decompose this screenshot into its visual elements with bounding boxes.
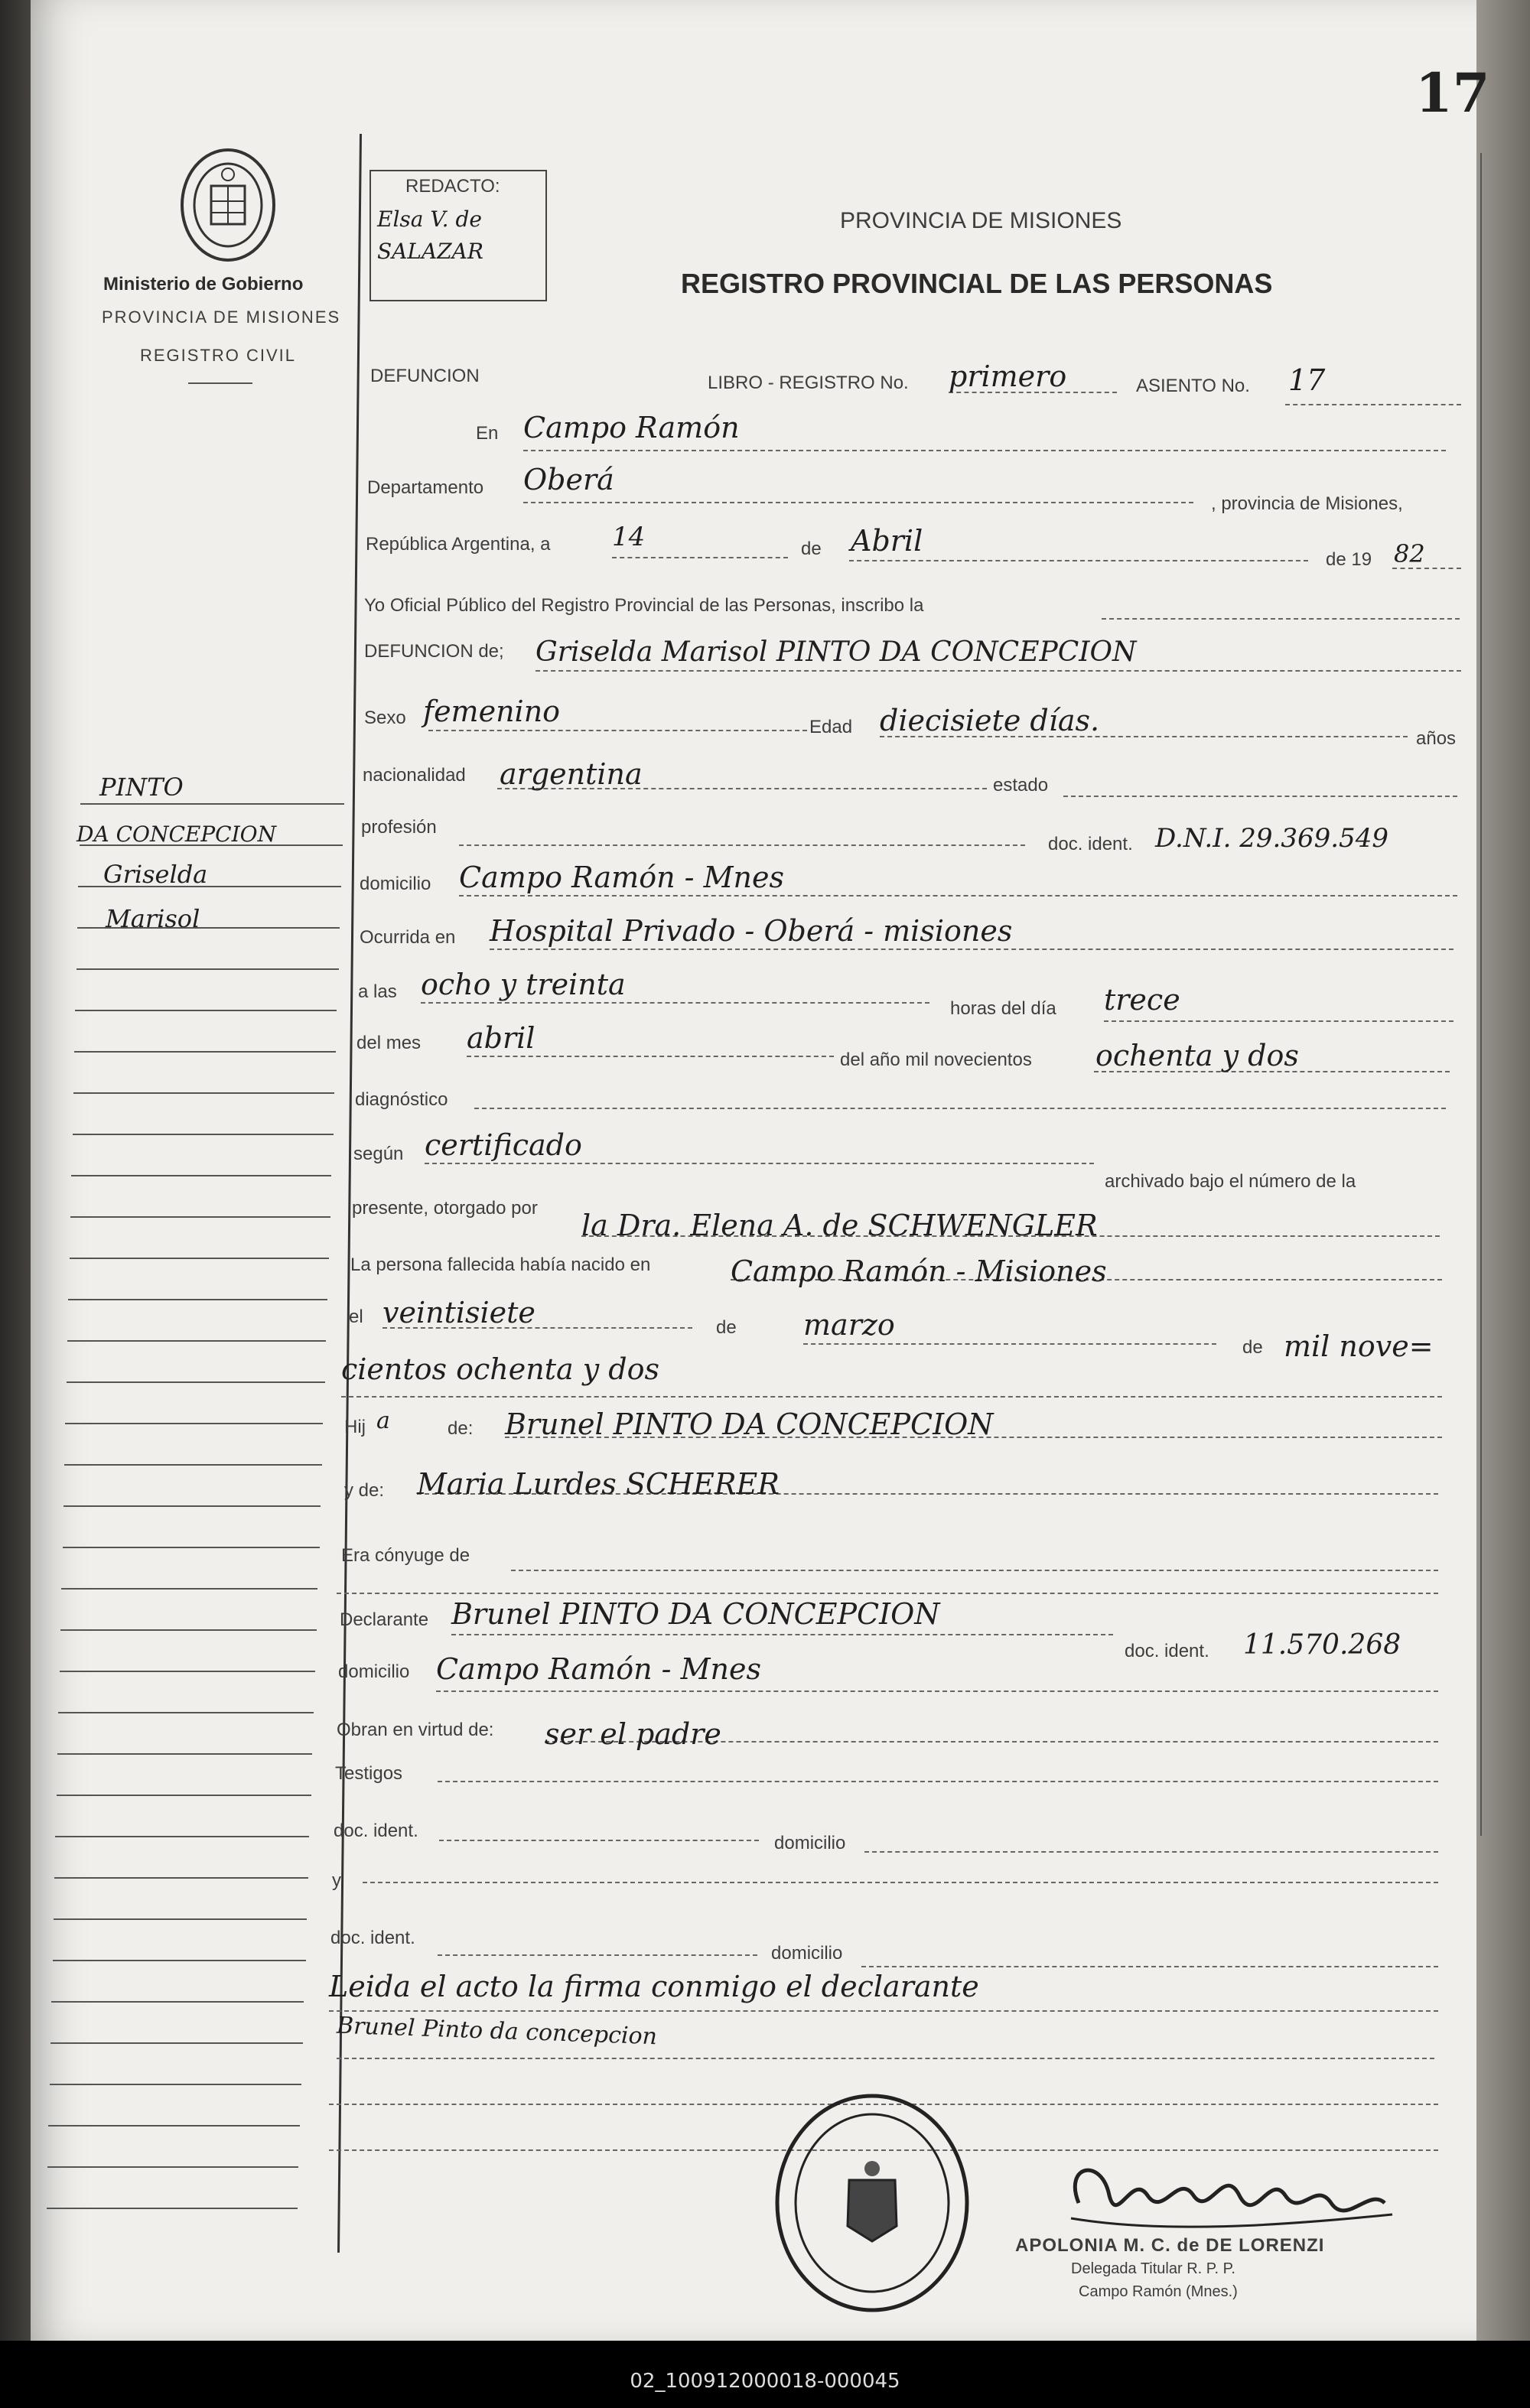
hij-suffix: a <box>376 1407 390 1434</box>
page-edge <box>1476 0 1530 2341</box>
margin-ruled-line <box>77 927 340 929</box>
horas-label: horas del día <box>950 998 1056 1019</box>
margin-ruled-line <box>50 2042 303 2044</box>
yde-value: Maria Lurdes SCHERER <box>417 1467 780 1501</box>
margin-ruled-line <box>51 2001 304 2003</box>
official-name: APOLONIA M. C. de DE LORENZI <box>1015 2235 1325 2256</box>
redacto-label: REDACTO: <box>405 176 500 197</box>
fill-in-line <box>1063 796 1457 797</box>
yo-oficial-label: Yo Oficial Público del Registro Provincial de las Personas, inscribo la <box>364 595 924 616</box>
presente-value: la Dra. Elena A. de SCHWENGLER <box>581 1209 1098 1242</box>
fill-in-line <box>421 1002 929 1004</box>
domicilio2-label: domicilio <box>338 1661 410 1682</box>
official-signature <box>1048 2149 1408 2249</box>
fill-in-line <box>1285 404 1461 405</box>
de3-value: mil nove= <box>1284 1329 1434 1363</box>
horas-value: trece <box>1104 983 1180 1017</box>
fill-in-line <box>490 949 1454 950</box>
profesion-label: profesión <box>361 817 437 838</box>
registry-stamp <box>765 2088 979 2318</box>
fill-in-line <box>341 1396 1442 1398</box>
fill-in-line <box>451 1634 1113 1635</box>
el-label: el <box>349 1307 363 1327</box>
fill-in-line <box>329 2010 1438 2012</box>
anio-value: 82 <box>1394 539 1425 568</box>
testigos-label: Testigos <box>335 1763 403 1784</box>
doc-ident-value: D.N.I. 29.369.549 <box>1155 823 1388 854</box>
page-number: 17 <box>1415 61 1490 125</box>
delmes-value: abril <box>467 1021 536 1055</box>
margin-name-3: Griselda <box>103 860 208 889</box>
nacido-value: Campo Ramón - Misiones <box>731 1254 1107 1288</box>
fill-in-line <box>523 502 1193 503</box>
defuncion-de-label: DEFUNCION de; <box>364 641 504 662</box>
defuncion-de-value: Griselda Marisol PINTO DA CONCEPCION <box>536 636 1137 668</box>
margin-ruled-line <box>70 1258 329 1259</box>
coat-of-arms-seal <box>174 144 282 266</box>
de19-label: de 19 <box>1326 549 1372 570</box>
margin-name-1: PINTO <box>99 773 184 802</box>
margin-ruled-line <box>57 1795 311 1796</box>
hij-label: Hij <box>344 1417 366 1437</box>
departamento-value: Oberá <box>523 463 614 496</box>
obran-value: ser el padre <box>545 1717 721 1751</box>
fill-in-line <box>511 1570 1438 1571</box>
en-value: Campo Ramón <box>523 411 740 444</box>
official-title: Delegada Titular R. P. P. <box>1071 2260 1235 2277</box>
alas-value: ocho y treinta <box>421 968 626 1001</box>
ocurrida-value: Hospital Privado - Oberá - misiones <box>490 914 1013 948</box>
margin-ruled-line <box>70 1216 330 1218</box>
margin-ruled-line <box>67 1381 325 1383</box>
margin-ruled-line <box>57 1753 312 1755</box>
republica-label: República Argentina, a <box>366 534 551 555</box>
ocurrida-label: Ocurrida en <box>360 927 456 948</box>
leida-value: Leida el acto la firma conmigo el declarante <box>329 1970 979 2003</box>
de3-label: de <box>1242 1337 1263 1358</box>
fill-in-line <box>474 1108 1446 1109</box>
asiento-label: ASIENTO No. <box>1136 376 1250 396</box>
delano-value: ochenta y dos <box>1095 1039 1299 1072</box>
ministry-province: PROVINCIA DE MISIONES <box>102 308 341 327</box>
delano-label: del año mil novecientos <box>840 1049 1032 1070</box>
el-value: veintisiete <box>382 1296 536 1329</box>
fill-in-line <box>536 670 1461 672</box>
margin-ruled-line <box>73 1134 334 1135</box>
margin-ruled-line <box>55 1836 309 1837</box>
fill-in-line <box>459 895 1457 896</box>
fill-in-line <box>1102 618 1460 620</box>
nacionalidad-value: argentina <box>500 757 643 791</box>
segun-value: certificado <box>425 1128 582 1162</box>
margin-ruled-line <box>54 1918 307 1920</box>
redacto-line1: Elsa V. de <box>377 207 482 232</box>
margin-name-2: DA CONCEPCION <box>76 822 277 847</box>
conyuge-label: Era cónyuge de <box>341 1545 470 1566</box>
margin-ruled-line <box>47 2208 298 2209</box>
sexo-label: Sexo <box>364 708 406 728</box>
fill-in-line <box>849 560 1308 561</box>
official-place: Campo Ramón (Mnes.) <box>1079 2283 1238 2300</box>
de2-label: de <box>716 1317 737 1338</box>
margin-ruled-line <box>76 968 339 970</box>
y-label: y <box>332 1870 341 1891</box>
margin-ruled-line <box>54 1877 308 1879</box>
margin-ruled-line <box>80 803 344 805</box>
sexo-value: femenino <box>423 695 561 728</box>
fill-in-line <box>428 730 807 731</box>
margin-ruled-line <box>61 1588 317 1590</box>
fill-in-line <box>523 450 1446 451</box>
margin-ruled-line <box>67 1340 326 1342</box>
fill-in-line <box>438 1781 1438 1782</box>
domicilio-value: Campo Ramón - Mnes <box>459 861 784 894</box>
fill-in-line <box>861 1966 1438 1967</box>
declarant-signature: Brunel Pinto da concepcion <box>336 2012 658 2051</box>
redacto-line2: SALAZAR <box>377 239 483 264</box>
domicilio-label: domicilio <box>360 874 431 894</box>
margin-ruled-line <box>48 2125 300 2127</box>
margin-ruled-line <box>73 1092 334 1094</box>
margin-ruled-line <box>65 1423 323 1424</box>
fill-in-line <box>467 1056 834 1057</box>
margin-ruled-line <box>50 2084 301 2085</box>
margin-ruled-line <box>60 1629 317 1631</box>
de2-value: marzo <box>803 1308 895 1342</box>
hij-de-label: de: <box>448 1418 474 1439</box>
fill-in-line <box>363 1882 1438 1883</box>
edad-value: diecisiete días. <box>880 704 1100 737</box>
margin-ruled-line <box>58 1712 314 1713</box>
estado-label: estado <box>993 775 1049 796</box>
ministry-title: Ministerio de Gobierno <box>103 274 304 294</box>
domicilio3-label: domicilio <box>774 1833 846 1853</box>
doc-ident3-label: doc. ident. <box>334 1821 418 1841</box>
margin-ruled-line <box>75 1010 337 1011</box>
libro-value: primero <box>949 360 1067 393</box>
fill-in-line <box>425 1163 1094 1164</box>
de-label: de <box>801 539 822 559</box>
fill-in-line <box>337 1593 1438 1594</box>
margin-ruled-line <box>78 886 341 887</box>
dia-value: 14 <box>612 522 646 552</box>
fill-in-line <box>864 1851 1438 1853</box>
margin-ruled-line <box>47 2166 298 2168</box>
nacido-label: La persona fallecida había nacido en <box>350 1254 651 1275</box>
segun-label: según <box>353 1144 404 1164</box>
margin-ruled-line <box>53 1960 306 1961</box>
en-label: En <box>476 423 499 444</box>
domicilio4-label: domicilio <box>771 1943 843 1964</box>
header-registry: REGISTRO PROVINCIAL DE LAS PERSONAS <box>681 268 1273 299</box>
obran-label: Obran en virtud de: <box>337 1720 494 1740</box>
ministry-registry: REGISTRO CIVIL <box>140 346 297 365</box>
fill-in-line <box>337 2058 1434 2059</box>
fill-in-line <box>459 844 1025 846</box>
margin-ruled-line <box>64 1464 322 1466</box>
declarante-value: Brunel PINTO DA CONCEPCION <box>451 1597 940 1631</box>
doc-ident-label: doc. ident. <box>1048 834 1133 854</box>
declarante-label: Declarante <box>340 1609 429 1630</box>
margin-ruled-line <box>68 1299 327 1300</box>
footer-id: 02_100912000018-000045 <box>630 2370 900 2393</box>
presente-label: presente, otorgado por <box>352 1198 538 1219</box>
fill-in-line <box>1104 1020 1454 1022</box>
doc-ident2-label: doc. ident. <box>1125 1641 1209 1661</box>
margin-ruled-line <box>71 1175 331 1176</box>
hij-value: Brunel PINTO DA CONCEPCION <box>505 1407 994 1441</box>
fill-in-line <box>803 1343 1216 1345</box>
provincia-label: , provincia de Misiones, <box>1211 493 1403 514</box>
delmes-label: del mes <box>356 1033 422 1053</box>
diagnostico-label: diagnóstico <box>355 1089 448 1110</box>
yde-label: y de: <box>344 1480 385 1501</box>
margin-ruled-line <box>80 844 343 846</box>
archivado-label: archivado bajo el número de la <box>1105 1171 1356 1192</box>
margin-ruled-line <box>60 1671 315 1672</box>
fill-in-line <box>439 1840 759 1841</box>
doc-ident4-label: doc. ident. <box>330 1928 415 1948</box>
cientos-value: cientos ochenta y dos <box>341 1352 659 1386</box>
doc-ident2-value: 11.570.268 <box>1243 1629 1401 1661</box>
header-province: PROVINCIA DE MISIONES <box>840 208 1122 233</box>
nacionalidad-label: nacionalidad <box>363 765 466 786</box>
right-rule <box>1480 153 1482 1836</box>
fill-in-line <box>438 1954 757 1956</box>
libro-label: LIBRO - REGISTRO No. <box>708 373 909 393</box>
margin-ruled-line <box>74 1051 336 1053</box>
anos-label: años <box>1416 728 1457 749</box>
margin-ruled-line <box>63 1505 321 1507</box>
fill-in-line <box>436 1690 1438 1692</box>
asiento-value: 17 <box>1288 363 1326 397</box>
defuncion-label: DEFUNCION <box>370 366 480 386</box>
margin-ruled-line <box>63 1547 320 1548</box>
departamento-label: Departamento <box>367 477 484 498</box>
margin-name-4: Marisol <box>106 904 200 933</box>
fill-in-line <box>612 557 788 558</box>
mes-value: Abril <box>851 524 923 558</box>
edad-label: Edad <box>809 717 853 737</box>
alas-label: a las <box>358 981 397 1002</box>
ministry-divider <box>188 382 252 384</box>
domicilio2-value: Campo Ramón - Mnes <box>436 1652 761 1686</box>
